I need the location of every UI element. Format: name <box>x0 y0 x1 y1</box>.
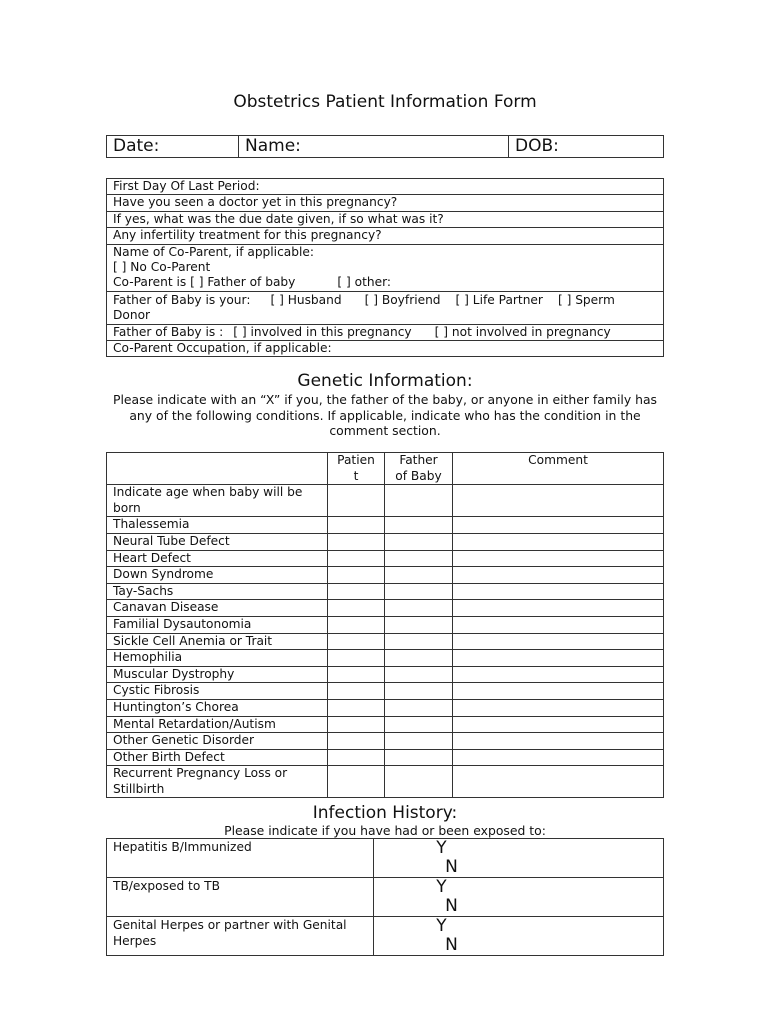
comment-cell[interactable] <box>453 683 664 700</box>
yes-no-cell <box>374 878 664 917</box>
date-field[interactable]: Date: <box>107 136 239 158</box>
header-table <box>106 135 664 158</box>
coparent-other-checkbox[interactable]: [ ] other: <box>337 275 391 290</box>
no-option[interactable]: N <box>445 935 458 955</box>
father-cell[interactable] <box>385 733 453 750</box>
infection-label: Hepatitis B/Immunized <box>107 839 374 878</box>
genetic-row <box>107 766 664 798</box>
father-cell[interactable] <box>385 699 453 716</box>
no-option[interactable]: N <box>445 896 458 916</box>
sperm-donor-checkbox[interactable]: [ ] Sperm <box>557 292 615 307</box>
condition-label: Huntington’s Chorea <box>107 699 328 716</box>
comment-cell[interactable] <box>453 666 664 683</box>
lmp-field[interactable]: First Day Of Last Period: <box>107 179 664 195</box>
comment-cell[interactable] <box>453 749 664 766</box>
condition-label: Indicate age when baby will be born <box>107 485 328 517</box>
comment-cell[interactable] <box>453 533 664 550</box>
father-cell[interactable] <box>385 616 453 633</box>
condition-label: Canavan Disease <box>107 600 328 617</box>
comment-cell[interactable] <box>453 616 664 633</box>
genetic-row <box>107 733 664 750</box>
genetic-header-blank <box>107 453 328 485</box>
patient-cell[interactable] <box>328 766 385 798</box>
comment-cell[interactable] <box>453 517 664 534</box>
boyfriend-checkbox[interactable]: [ ] Boyfriend <box>364 292 441 307</box>
genetic-row <box>107 666 664 683</box>
infection-instructions: Please indicate if you have had or been exposed to: <box>224 823 546 838</box>
father-cell[interactable] <box>385 650 453 667</box>
patient-cell[interactable] <box>328 666 385 683</box>
genetic-row <box>107 567 664 584</box>
comment-cell[interactable] <box>453 650 664 667</box>
condition-label: Hemophilia <box>107 650 328 667</box>
father-cell[interactable] <box>385 567 453 584</box>
genetic-table <box>106 452 664 798</box>
condition-label: Cystic Fibrosis <box>107 683 328 700</box>
no-coparent-checkbox[interactable]: [ ] No Co-Parent <box>113 260 211 275</box>
father-cell[interactable] <box>385 683 453 700</box>
genetic-row <box>107 600 664 617</box>
father-cell[interactable] <box>385 533 453 550</box>
comment-cell[interactable] <box>453 766 664 798</box>
occupation-field[interactable]: Co-Parent Occupation, if applicable: <box>107 341 664 357</box>
condition-label: Down Syndrome <box>107 567 328 584</box>
genetic-row <box>107 616 664 633</box>
patient-cell[interactable] <box>328 733 385 750</box>
due-date-field[interactable]: If yes, what was the due date given, if so what was it? <box>107 211 664 227</box>
life-partner-checkbox[interactable]: [ ] Life Partner <box>455 292 543 307</box>
coparent-cell <box>107 244 664 291</box>
form-title: Obstetrics Patient Information Form <box>233 92 537 112</box>
patient-cell[interactable] <box>328 699 385 716</box>
genetic-row <box>107 485 664 517</box>
col-father-header: Father of Baby <box>385 453 453 485</box>
patient-cell[interactable] <box>328 583 385 600</box>
yes-option[interactable]: Y <box>436 916 447 936</box>
genetic-row <box>107 550 664 567</box>
comment-cell[interactable] <box>453 550 664 567</box>
genetic-instructions: Please indicate with an “X” if you, the father of the baby, or anyone in either family has any of the following conditions. If applicable, indicate who has the condition in the comment section. <box>112 392 658 438</box>
condition-label: Heart Defect <box>107 550 328 567</box>
condition-label: Tay-Sachs <box>107 583 328 600</box>
patient-cell[interactable] <box>328 650 385 667</box>
no-option[interactable]: N <box>445 857 458 877</box>
infection-table <box>106 838 664 956</box>
col-patient-header: Patien t <box>328 453 385 485</box>
patient-cell[interactable] <box>328 633 385 650</box>
father-relationship-cell <box>107 291 664 324</box>
genetic-row <box>107 533 664 550</box>
dob-field[interactable]: DOB: <box>509 136 664 158</box>
condition-label: Other Genetic Disorder <box>107 733 328 750</box>
genetic-row <box>107 683 664 700</box>
patient-cell[interactable] <box>328 550 385 567</box>
infertility-field[interactable]: Any infertility treatment for this pregnancy? <box>107 228 664 244</box>
father-is-label: Father of Baby is your: <box>113 292 251 307</box>
comment-cell[interactable] <box>453 733 664 750</box>
patient-cell[interactable] <box>328 517 385 534</box>
father-is-2-label: Father of Baby is : <box>113 324 224 339</box>
infection-title: Infection History: <box>312 803 458 823</box>
comment-cell[interactable] <box>453 485 664 517</box>
patient-cell[interactable] <box>328 716 385 733</box>
father-cell[interactable] <box>385 583 453 600</box>
col-comment-header: Comment <box>453 453 664 485</box>
condition-label: Recurrent Pregnancy Loss or Stillbirth <box>107 766 328 798</box>
involved-checkbox[interactable]: [ ] involved in this pregnancy <box>233 324 412 339</box>
infection-row <box>107 839 664 878</box>
infection-row <box>107 878 664 917</box>
condition-label: Neural Tube Defect <box>107 533 328 550</box>
coparent-is-row <box>113 275 657 290</box>
comment-cell[interactable] <box>453 699 664 716</box>
seen-doctor-field[interactable]: Have you seen a doctor yet in this pregnancy? <box>107 195 664 211</box>
father-cell[interactable] <box>385 600 453 617</box>
father-cell[interactable] <box>385 633 453 650</box>
comment-cell[interactable] <box>453 600 664 617</box>
yes-option[interactable]: Y <box>436 877 447 897</box>
not-involved-checkbox[interactable]: [ ] not involved in pregnancy <box>434 324 611 339</box>
father-cell[interactable] <box>385 749 453 766</box>
genetic-row <box>107 633 664 650</box>
parent-info-table <box>106 178 664 357</box>
infection-row <box>107 917 664 956</box>
patient-cell[interactable] <box>328 533 385 550</box>
genetic-row <box>107 583 664 600</box>
patient-cell[interactable] <box>328 567 385 584</box>
father-cell[interactable] <box>385 666 453 683</box>
patient-cell[interactable] <box>328 600 385 617</box>
coparent-father-checkbox[interactable]: Co-Parent is [ ] Father of baby <box>113 275 296 290</box>
father-cell[interactable] <box>385 550 453 567</box>
genetic-row <box>107 716 664 733</box>
condition-label: Mental Retardation/Autism <box>107 716 328 733</box>
condition-label: Other Birth Defect <box>107 749 328 766</box>
name-field[interactable]: Name: <box>239 136 509 158</box>
genetic-row <box>107 699 664 716</box>
condition-label: Muscular Dystrophy <box>107 666 328 683</box>
yes-option[interactable]: Y <box>436 838 447 858</box>
patient-cell[interactable] <box>328 749 385 766</box>
comment-cell[interactable] <box>453 583 664 600</box>
patient-cell[interactable] <box>328 485 385 517</box>
genetic-row <box>107 650 664 667</box>
coparent-name-field[interactable]: Name of Co-Parent, if applicable: <box>113 244 314 259</box>
father-cell[interactable] <box>385 517 453 534</box>
yes-no-cell <box>374 839 664 878</box>
father-cell[interactable] <box>385 766 453 798</box>
husband-checkbox[interactable]: [ ] Husband <box>270 292 342 307</box>
condition-label: Thalessemia <box>107 517 328 534</box>
father-involvement-cell <box>107 324 664 340</box>
yes-no-cell <box>374 917 664 956</box>
condition-label: Familial Dysautonomia <box>107 616 328 633</box>
patient-cell[interactable] <box>328 616 385 633</box>
father-cell[interactable] <box>385 485 453 517</box>
genetic-row <box>107 517 664 534</box>
genetic-title: Genetic Information: <box>297 371 473 391</box>
condition-label: Sickle Cell Anemia or Trait <box>107 633 328 650</box>
father-cell[interactable] <box>385 716 453 733</box>
genetic-row <box>107 749 664 766</box>
infection-label: Genital Herpes or partner with Genital Herpes <box>107 917 374 956</box>
patient-cell[interactable] <box>328 683 385 700</box>
comment-cell[interactable] <box>453 716 664 733</box>
donor-text: Donor <box>113 308 151 323</box>
comment-cell[interactable] <box>453 567 664 584</box>
infection-label: TB/exposed to TB <box>107 878 374 917</box>
comment-cell[interactable] <box>453 633 664 650</box>
